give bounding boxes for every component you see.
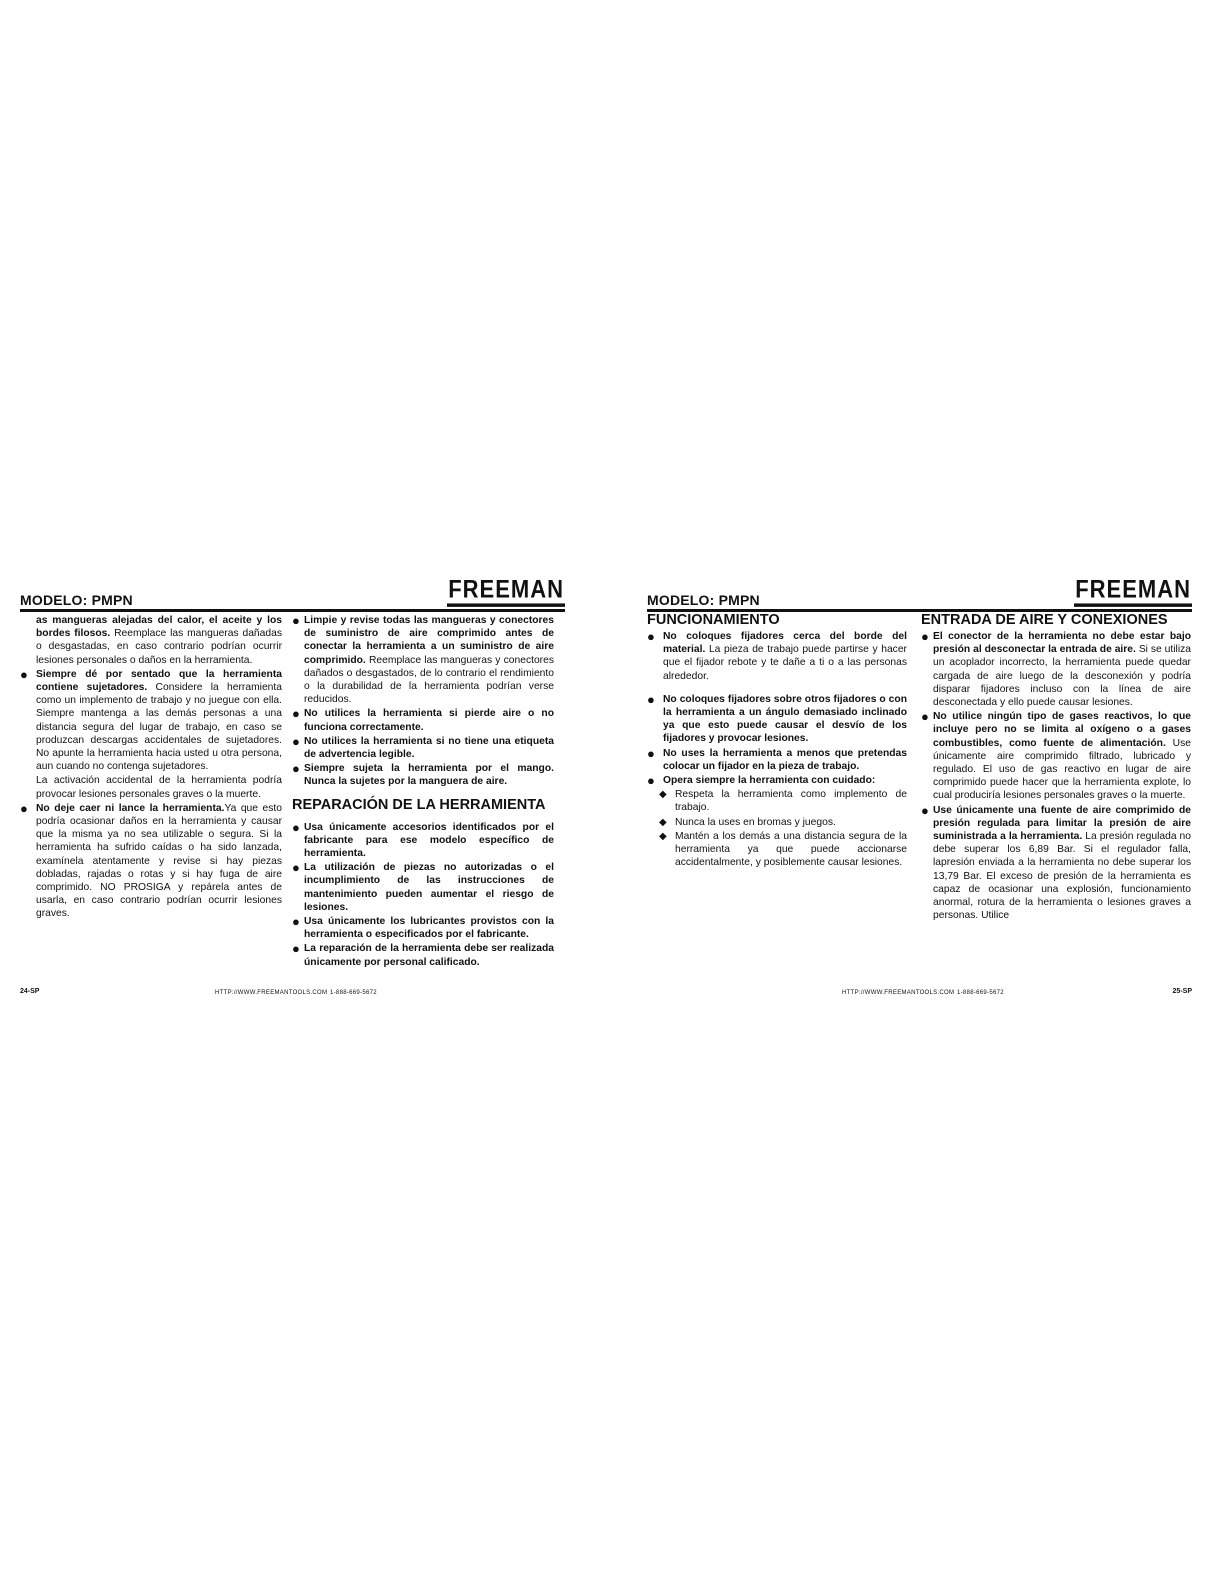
bullet-item: ● No utilices la herramienta si pierde aire o no funciona correctamente. xyxy=(292,706,554,733)
model-label: MODELO: PMPN xyxy=(647,592,760,608)
continued-paragraph: as mangueras alejadas del calor, el aceite y los bordes filosos. Reemplace las mangueras dañadas o desgastadas, en caso contrario podrían ocurrir lesiones personales o daños en la herramienta. xyxy=(36,615,282,666)
left-column-1 xyxy=(20,614,282,922)
section-heading: ENTRADA DE AIRE Y CONEXIONES xyxy=(921,612,1168,628)
bullet-extra-text: La activación accidental de la herramienta podría provocar lesiones personales graves o la muerte. xyxy=(36,775,282,800)
diamond-icon: ◆ xyxy=(659,789,667,801)
bullet-item: ● No coloques fijadores sobre otros fijadores o con la herramienta a un ángulo demasiado inclinado ya que esto puede causar el desvío de los fijadores y provocar lesiones. xyxy=(647,691,907,745)
bullet-icon: ● xyxy=(20,800,28,816)
bullet-icon: ● xyxy=(20,666,28,682)
diamond-icon: ◆ xyxy=(659,816,667,828)
bullet-item: ● La utilización de piezas no autorizadas o el incumplimiento de las instrucciones de mantenimiento pueden aumentar el riesgo de lesiones. xyxy=(292,860,554,913)
bullet-icon: ● xyxy=(292,761,300,777)
bullet-item: ● Usa únicamente los lubricantes provistos con la herramienta o especificados por el fabricante. xyxy=(292,914,554,941)
bullet-item: ● No uses la herramienta a menos que pretendas colocar un fijador en la pieza de trabajo. xyxy=(647,745,907,772)
bullet-icon: ● xyxy=(292,706,300,722)
bullet-item: ● El conector de la herramienta no debe estar bajo presión al desconectar la entrada de aire. Si se utiliza un acoplador incorrecto, la herramienta puede quedar cargada de aire luego de la desconexión y podría disparar fijadores incluso con la línea de aire desconectada y ello puede causar lesiones. xyxy=(921,629,1191,709)
header-rule xyxy=(20,609,565,612)
bullet-item: ● Usa únicamente accesorios identificados por el fabricante para ese modelo específico de herramienta. xyxy=(292,819,554,860)
brand-logo: FREEMAN xyxy=(447,578,565,607)
bullet-item: ● No utilices la herramienta si no tiene una etiqueta de advertencia legible. xyxy=(292,733,554,761)
bullet-icon: ● xyxy=(292,819,300,835)
sub-bullet-item: ◆ Respeta la herramienta como implemento de trabajo. xyxy=(659,789,907,814)
bullet-icon: ● xyxy=(647,629,655,644)
bullet-icon: ● xyxy=(292,733,300,749)
bullet-icon: ● xyxy=(921,629,929,644)
footer-url: HTTP://WWW.FREEMANTOOLS.COM xyxy=(842,990,955,996)
sub-bullet-item: ◆ Mantén a los demás a una distancia segura de la herramienta ya que puede accionarse accidentalmente, y posiblemente causar lesiones. xyxy=(659,830,907,869)
brand-logo: FREEMAN xyxy=(1074,578,1192,607)
footer-url: HTTP://WWW.FREEMANTOOLS.COM xyxy=(215,990,328,996)
diamond-icon: ◆ xyxy=(659,830,667,842)
bullet-icon: ● xyxy=(292,914,300,930)
bullet-icon: ● xyxy=(647,745,655,761)
bullet-item: ● Opera siempre la herramienta con cuidado: xyxy=(647,773,876,789)
bullet-item: ● No utilice ningún tipo de gases reactivos, lo que incluye pero no se limita al oxígeno o a gases combustibles, como fuente de alimentación. Use únicamente aire comprimido filtrado, lubricado y regulado. El uso de gas reactivo en lugar de aire comprimido puede hacer que la herramienta explote, lo cual produciría lesiones personales graves o la muerte. xyxy=(921,709,1191,802)
footer-phone: 1-888-669-5672 xyxy=(330,990,377,996)
page-left xyxy=(20,574,565,998)
right-column-2 xyxy=(921,614,1191,923)
bullet-icon: ● xyxy=(647,691,655,707)
page-number: 25-SP xyxy=(1172,988,1192,995)
sub-bullet-item: ◆ Nunca la uses en bromas y juegos. xyxy=(659,816,836,828)
bullet-icon: ● xyxy=(292,941,300,957)
right-column-1 xyxy=(647,614,907,870)
bullet-icon: ● xyxy=(921,802,929,818)
bullet-item: ● No coloques fijadores cerca del borde del material. La pieza de trabajo puede partirse y hacer que el fijador rebote y te dañe a ti o a las personas alrededor. xyxy=(647,629,907,682)
bullet-icon: ● xyxy=(292,613,300,628)
bullet-icon: ● xyxy=(292,860,300,876)
page-number: 24-SP xyxy=(20,988,40,995)
section-heading: FUNCIONAMIENTO xyxy=(647,612,780,628)
bullet-item: ● Siempre dé por sentado que la herramienta contiene sujetadores. Considere la herramienta como un implemento de trabajo y no juegue con ella. Siempre mantenga a las demás personas a una distancia segura del lugar de trabajo, en caso se produzcan descargas accidentales de sujetadores. No apunte la herramienta hacia usted u otra persona, aun cuando no contenga sujetadores. xyxy=(20,666,282,773)
model-label: MODELO: PMPN xyxy=(20,592,133,608)
footer-phone: 1-888-669-5672 xyxy=(957,990,1004,996)
bullet-icon: ● xyxy=(647,773,655,789)
left-column-2 xyxy=(292,614,554,970)
page-right xyxy=(647,574,1192,998)
bullet-item: ● La reparación de la herramienta debe ser realizada únicamente por personal calificado. xyxy=(292,941,554,968)
bullet-icon: ● xyxy=(921,709,929,725)
bullet-item: ● Siempre sujeta la herramienta por el mango. Nunca la sujetes por la manguera de aire. xyxy=(292,761,554,788)
bullet-item: ● Limpie y revise todas las mangueras y conectores de suministro de aire comprimido antes de conectar la herramienta a un suministro de aire comprimido. Reemplace las mangueras y conectores dañados o desgastados, de lo contrario el rendimiento o la durabilidad de la herramienta podrían verse reducidos. xyxy=(292,613,554,706)
bullet-item: ● No deje caer ni lance la herramienta.Ya que esto podría ocasionar daños en la herramienta y causar que la misma ya no sea utilizable o segura. Si la herramienta ha sufrido caídas o ha sido lanzada, examínela atentamente y revise si hay piezas dobladas, rajadas o rotas y si hay fuga de aire comprimido. NO PROSIGA y repárela antes de usarla, en caso contrario podrían ocurrir lesiones graves. xyxy=(20,800,282,920)
section-heading: REPARACIÓN DE LA HERRAMIENTA xyxy=(292,796,546,813)
bullet-item: ● Use únicamente una fuente de aire comprimido de presión regulada para limitar la presión de aire suministrada a la herramienta. La presión regulada no debe superar los 6,89 Bar. Si el regulador falla, lapresión enviada a la herramienta no debe superar los 13,79 Bar. El exceso de presión de la herramienta es capaz de ocasionar una explosión, funcionamiento anormal, rotura de la herramienta o lesiones graves a personas. Utilice xyxy=(921,802,1192,922)
